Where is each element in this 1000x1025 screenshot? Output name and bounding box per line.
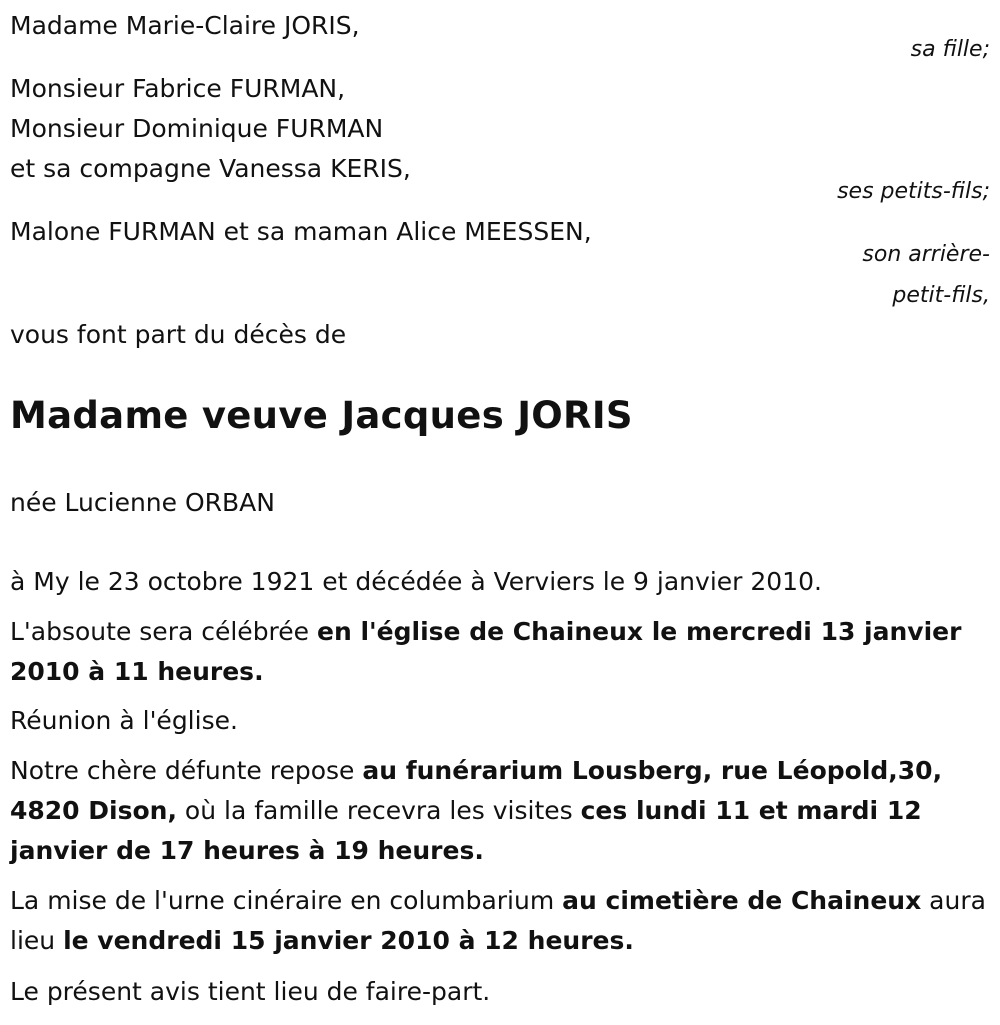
closing-text: Le présent avis tient lieu de faire-part.	[10, 977, 491, 1006]
daughter-relation: sa fille;	[910, 37, 990, 62]
grandson-2-name: Monsieur Dominique FURMAN	[10, 114, 384, 143]
visitation-intro: Notre chère défunte repose	[10, 756, 363, 785]
absoute-place-time: en l'église de Chaineux le mercredi 13 janvier 2010 à 11 heures.	[10, 617, 962, 686]
absoute-paragraph	[10, 612, 995, 692]
urn-middle: aura lieu	[10, 886, 986, 955]
urn-place: au cimetière de Chaineux	[562, 886, 922, 915]
visitation-paragraph	[10, 751, 995, 871]
deceased-name: Madame veuve Jacques JORIS	[10, 394, 633, 437]
visitation-times: ces lundi 11 et mardi 12 janvier de 17 heures à 19 heures.	[10, 796, 922, 865]
maiden-name: née Lucienne ORBAN	[10, 488, 275, 517]
urn-time: le vendredi 15 janvier 2010 à 12 heures.	[63, 926, 634, 955]
announcement-text: vous font part du décès de	[10, 320, 347, 349]
grandsons-relation: ses petits-fils;	[837, 179, 990, 204]
great-grandson-name: Malone FURMAN et sa maman Alice MEESSEN,	[10, 217, 592, 246]
visitation-middle: où la famille recevra les visites	[176, 796, 581, 825]
great-grandson-relation-line-2: petit-fils,	[892, 283, 990, 308]
urn-paragraph	[10, 881, 995, 961]
reunion-text: Réunion à l'église.	[10, 706, 238, 735]
great-grandson-relation-line-1: son arrière-	[862, 242, 990, 267]
birth-death-dates: à My le 23 octobre 1921 et décédée à Verviers le 9 janvier 2010.	[10, 567, 822, 596]
visitation-place: au funérarium Lousberg, rue Léopold,30, 4820 Dison,	[10, 756, 943, 825]
grandson-1-name: Monsieur Fabrice FURMAN,	[10, 74, 346, 103]
grandson-2-partner: et sa compagne Vanessa KERIS,	[10, 154, 411, 183]
urn-intro: La mise de l'urne cinéraire en columbarium	[10, 886, 563, 915]
absoute-intro: L'absoute sera célébrée	[10, 617, 317, 646]
daughter-name: Madame Marie-Claire JORIS,	[10, 11, 360, 40]
